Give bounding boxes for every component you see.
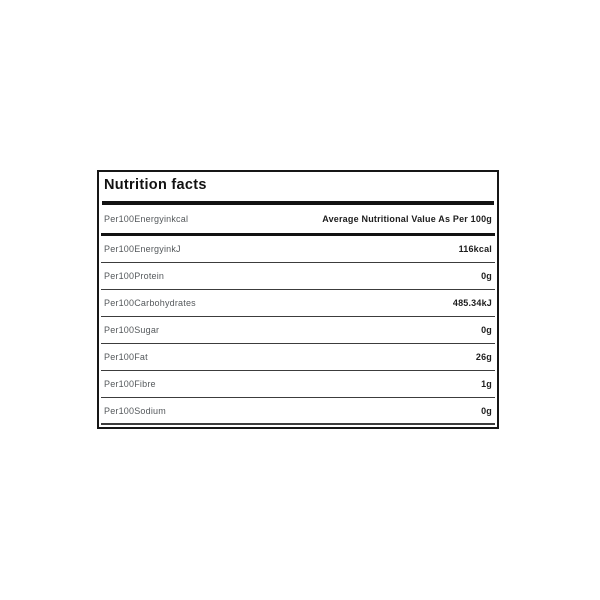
table-row-fibre xyxy=(101,371,495,398)
row-label: Per100Carbohydrates xyxy=(104,298,196,308)
table-row-fat xyxy=(101,344,495,371)
row-label: Per100Sugar xyxy=(104,325,160,335)
header-row-value: Average Nutritional Value As Per 100g xyxy=(322,214,492,224)
row-label: Per100Protein xyxy=(104,271,165,281)
table-row-energy-kj xyxy=(101,236,495,263)
row-label: Per100Fibre xyxy=(104,379,156,389)
table-row-sugar xyxy=(101,317,495,344)
row-label: Per100EnergyinkJ xyxy=(104,244,181,254)
row-value: 0g xyxy=(481,405,492,416)
row-label: Per100Fat xyxy=(104,352,148,362)
table-header-row xyxy=(101,205,495,236)
header-row-label: Per100Energyinkcal xyxy=(104,214,189,224)
nutrition-facts-card xyxy=(97,170,499,429)
row-value: 1g xyxy=(481,379,492,389)
row-label: Per100Sodium xyxy=(104,405,166,416)
table-row-protein xyxy=(101,263,495,290)
row-value: 485.34kJ xyxy=(452,298,492,308)
table-row-carbohydrates xyxy=(101,290,495,317)
table-row-sodium xyxy=(101,398,495,425)
row-value: 0g xyxy=(481,271,492,281)
row-value: 0g xyxy=(481,325,492,335)
row-value: 26g xyxy=(475,352,492,362)
row-value: 116kcal xyxy=(458,244,492,254)
card-title: Nutrition facts xyxy=(104,177,207,193)
